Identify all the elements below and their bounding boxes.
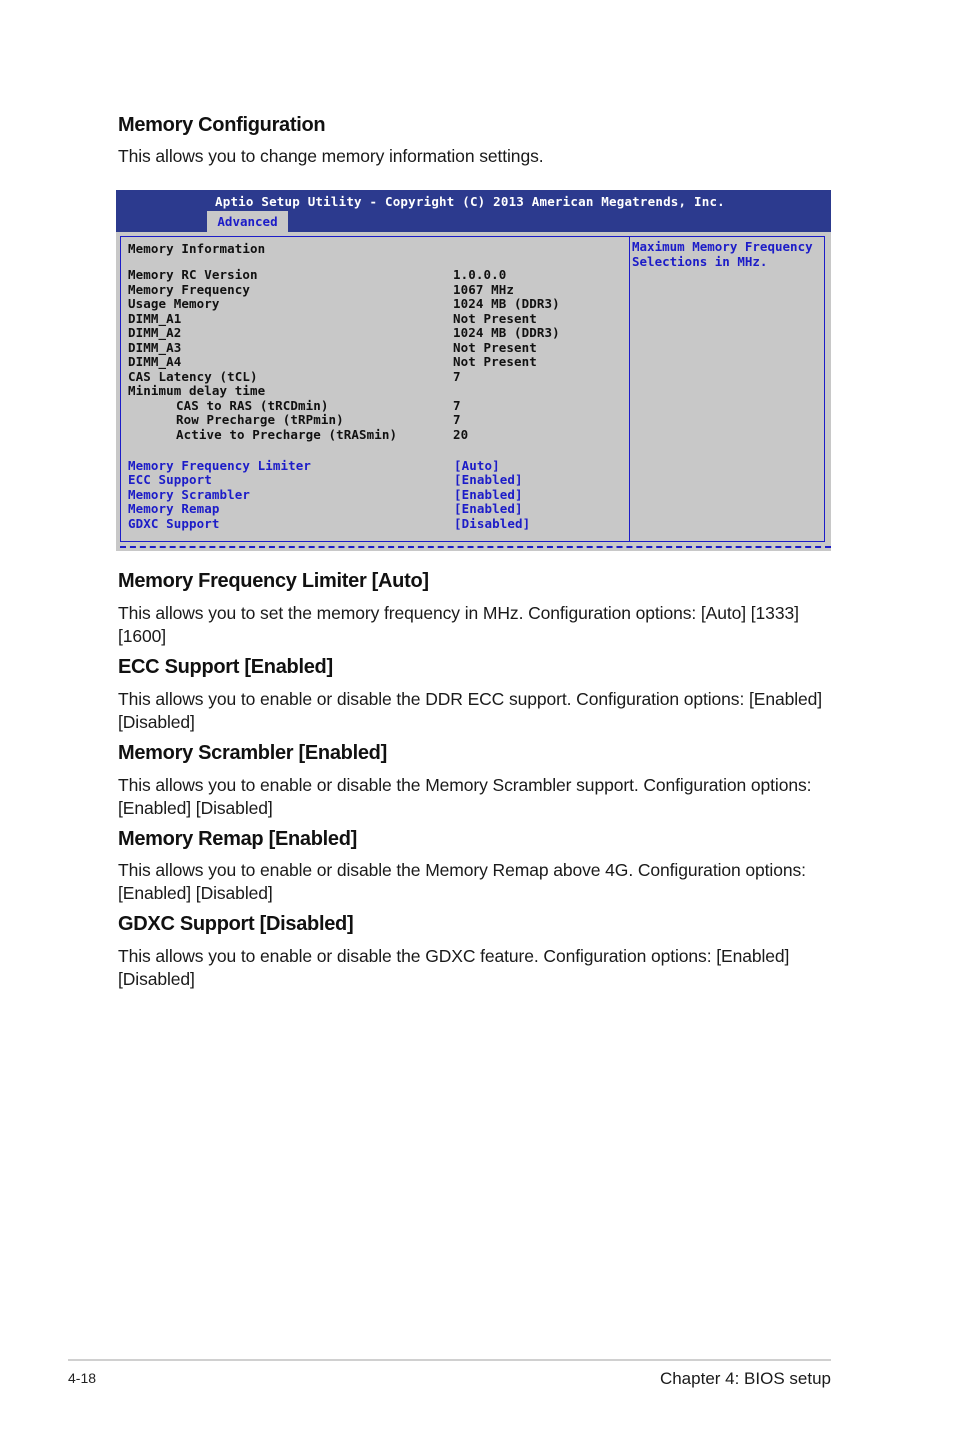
section-description: This allows you to set the memory frequency in MHz. Configuration options: [Auto] [1333] [1600] [118, 603, 799, 646]
info-value: 1.0.0.0 [453, 267, 507, 282]
bios-body [116, 232, 831, 551]
info-label: Row Precharge (tRPmin) [176, 412, 344, 427]
bios-section-header: Memory Information [128, 241, 266, 256]
option-memory-scrambler[interactable]: Memory Scrambler [128, 486, 251, 502]
info-value: Not Present [453, 310, 537, 326]
info-value: 7 [453, 412, 461, 427]
help-text-line: Maximum Memory Frequency [632, 239, 813, 254]
footer-divider [68, 1359, 831, 1361]
option-value[interactable]: [Enabled] [454, 501, 523, 516]
page-number: 4-18 [68, 1370, 97, 1386]
option-ecc-support[interactable]: ECC Support [128, 472, 212, 487]
section-title: Memory Remap [Enabled] [118, 828, 358, 850]
info-label: Active to Precharge (tRASmin) [176, 426, 398, 442]
option-memory-frequency-limiter[interactable]: Memory Frequency Limiter [128, 457, 312, 473]
info-label: CAS to RAS (tRCDmin) [176, 397, 329, 413]
info-value: Not Present [453, 354, 537, 369]
option-gdxc-support[interactable]: GDXC Support [128, 515, 220, 531]
section-description: This allows you to enable or disable the GDXC feature. Configuration options: [Enabled] [Disabled] [118, 946, 790, 989]
info-value: 1024 MB (DDR3) [453, 325, 560, 340]
info-value: 20 [453, 426, 469, 442]
info-value: 7 [453, 368, 461, 384]
option-memory-remap[interactable]: Memory Remap [128, 501, 220, 516]
info-label: Memory Frequency [128, 281, 251, 297]
info-label: Memory RC Version [128, 267, 258, 282]
bios-title: Aptio Setup Utility - Copyright (C) 2013 American Megatrends, Inc. [215, 194, 725, 209]
info-value: Not Present [453, 339, 537, 355]
bios-help-panel [632, 240, 813, 269]
section-description: This allows you to enable or disable the Memory Remap above 4G. Configuration options: [Enabled] [Disabled] [118, 860, 806, 903]
page-title: Memory Configuration [118, 114, 326, 136]
bios-dashed-border [120, 546, 831, 548]
option-value[interactable]: [Enabled] [454, 472, 523, 487]
info-label: DIMM_A1 [128, 310, 182, 326]
bios-header [116, 190, 831, 232]
bios-screenshot [116, 190, 831, 551]
help-text-line: Selections in MHz. [632, 253, 768, 269]
info-label: CAS Latency (tCL) [128, 368, 258, 384]
intro-description: This allows you to change memory information settings. [118, 146, 544, 166]
section-description: This allows you to enable or disable the DDR ECC support. Configuration options: [Enabled] [Disabled] [118, 689, 823, 732]
section-title: Memory Frequency Limiter [Auto] [118, 570, 429, 592]
section-title: Memory Scrambler [Enabled] [118, 742, 387, 764]
info-value: 1024 MB (DDR3) [453, 296, 560, 311]
bios-panel-divider [629, 236, 630, 542]
tab-advanced[interactable]: Advanced [207, 211, 288, 232]
section-description: This allows you to enable or disable the Memory Scrambler support. Configuration options: [Enabled] [Disabled] [118, 775, 812, 818]
info-value: 1067 MHz [453, 281, 515, 297]
option-value[interactable]: [Enabled] [454, 486, 523, 502]
section-title: GDXC Support [Disabled] [118, 913, 354, 935]
chapter-label: Chapter 4: BIOS setup [659, 1369, 831, 1388]
info-label: DIMM_A3 [128, 339, 182, 355]
info-label: DIMM_A2 [128, 325, 182, 340]
option-value[interactable]: [Auto] [454, 457, 500, 473]
info-label: DIMM_A4 [128, 354, 182, 369]
info-value: 7 [453, 397, 461, 413]
info-label: Usage Memory [128, 296, 220, 311]
option-value[interactable]: [Disabled] [454, 515, 531, 531]
info-label: Minimum delay time [128, 383, 266, 398]
section-title: ECC Support [Enabled] [118, 656, 333, 678]
